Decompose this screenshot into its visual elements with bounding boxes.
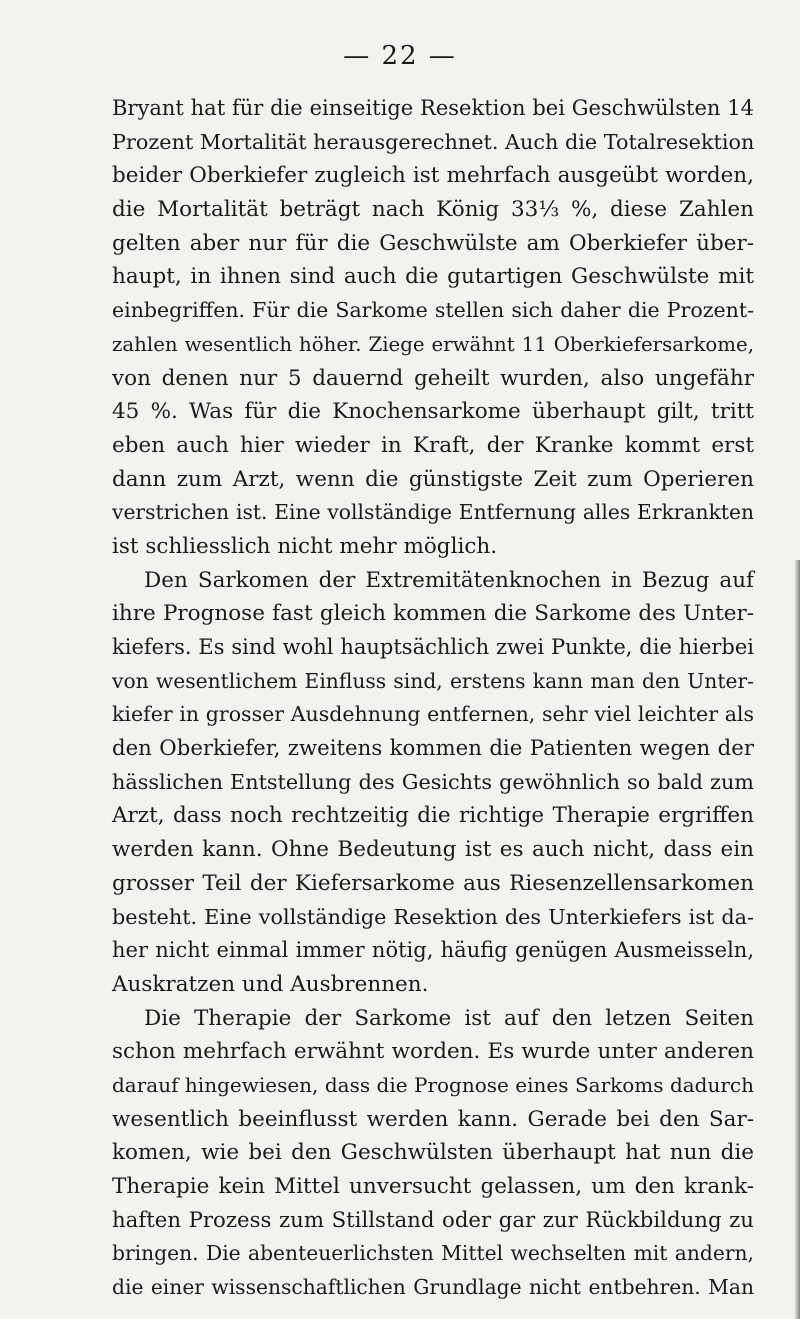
- text-line: haupt, in ihnen sind auch die gutartigen Geschwülste mit: [112, 264, 754, 290]
- text-line: kiefers. Es sind wohl hauptsächlich zwei Punkte, die hierbei: [112, 635, 754, 659]
- text-line: zahlen wesentlich höher. Ziege erwähnt 11 Oberkiefersarkome,: [112, 332, 754, 356]
- text-line: komen, wie bei den Geschwülsten überhaupt hat nun die: [112, 1140, 754, 1166]
- text-line: von denen nur 5 dauernd geheilt wurden, also ungefähr: [112, 365, 754, 391]
- text-line: hässlichen Entstellung des Gesichts gewöhnlich so bald zum: [112, 769, 754, 794]
- text-line: schon mehrfach erwähnt worden. Es wurde unter anderen: [112, 1039, 754, 1065]
- text-line: Bryant hat für die einseitige Resektion bei Geschwülsten 14: [112, 96, 754, 120]
- text-line: Auskratzen und Ausbrennen.: [112, 971, 429, 997]
- text-line: haften Prozess zum Stillstand oder gar zur Rückbildung zu: [112, 1207, 754, 1233]
- page-number: — 22 —: [343, 41, 457, 71]
- text-line: die einer wissenschaftlichen Grundlage nicht entbehren. Man: [112, 1275, 754, 1300]
- text-line: besteht. Eine vollständige Resektion des Unterkiefers ist da-: [112, 904, 754, 929]
- text-line: beider Oberkiefer zugleich ist mehrfach ausgeübt worden,: [112, 163, 754, 189]
- text-line: Prozent Mortalität herausgerechnet. Auch die Totalresektion: [112, 129, 755, 154]
- text-line: ist schliesslich nicht mehr möglich.: [112, 533, 498, 559]
- text-line: von wesentlichem Einfluss sind, erstens kann man den Unter-: [112, 668, 754, 693]
- text-line: dann zum Arzt, wenn die günstigste Zeit zum Operieren: [112, 466, 754, 492]
- text-line: Die Therapie der Sarkome ist auf den letzen Seiten: [144, 1005, 754, 1031]
- page-edge-shadow: [794, 560, 800, 1319]
- text-line: die Mortalität beträgt nach König 33⅓ %, diese Zahlen: [112, 197, 754, 223]
- text-line: verstrichen ist. Eine vollständige Entfernung alles Erkrankten: [112, 500, 754, 525]
- text-line: her nicht einmal immer nötig, häufig genügen Ausmeisseln,: [112, 938, 754, 963]
- text-line: ihre Prognose fast gleich kommen die Sarkome des Unter-: [112, 601, 754, 627]
- text-line: grosser Teil der Kiefersarkome aus Riesenzellensarkomen: [112, 870, 754, 896]
- text-line: den Oberkiefer, zweitens kommen die Patienten wegen der: [112, 736, 754, 762]
- text-line: einbegriffen. Für die Sarkome stellen sich daher die Prozent-: [112, 298, 754, 323]
- text-line: 45 %. Was für die Knochensarkome überhaupt gilt, tritt: [112, 399, 754, 425]
- text-line: werden kann. Ohne Bedeutung ist es auch nicht, dass ein: [112, 837, 754, 863]
- text-line: kiefer in grosser Ausdehnung entfernen, sehr viel leichter als: [112, 702, 754, 727]
- text-line: Den Sarkomen der Extremitätenknochen in Bezug auf: [144, 567, 754, 593]
- text-line: Therapie kein Mittel unversucht gelassen, um den krank-: [112, 1174, 754, 1199]
- text-line: gelten aber nur für die Geschwülste am Oberkiefer über-: [112, 230, 754, 256]
- body-text: [112, 92, 754, 1305]
- text-line: Arzt, dass noch rechtzeitig die richtige Therapie ergriffen: [112, 803, 754, 829]
- text-line: bringen. Die abenteuerlichsten Mittel wechselten mit andern,: [112, 1241, 754, 1266]
- text-line: darauf hingewiesen, dass die Prognose eines Sarkoms dadurch: [112, 1072, 754, 1097]
- text-line: wesentlich beeinflusst werden kann. Gerade bei den Sar-: [112, 1106, 754, 1132]
- text-line: eben auch hier wieder in Kraft, der Kranke kommt erst: [112, 432, 754, 458]
